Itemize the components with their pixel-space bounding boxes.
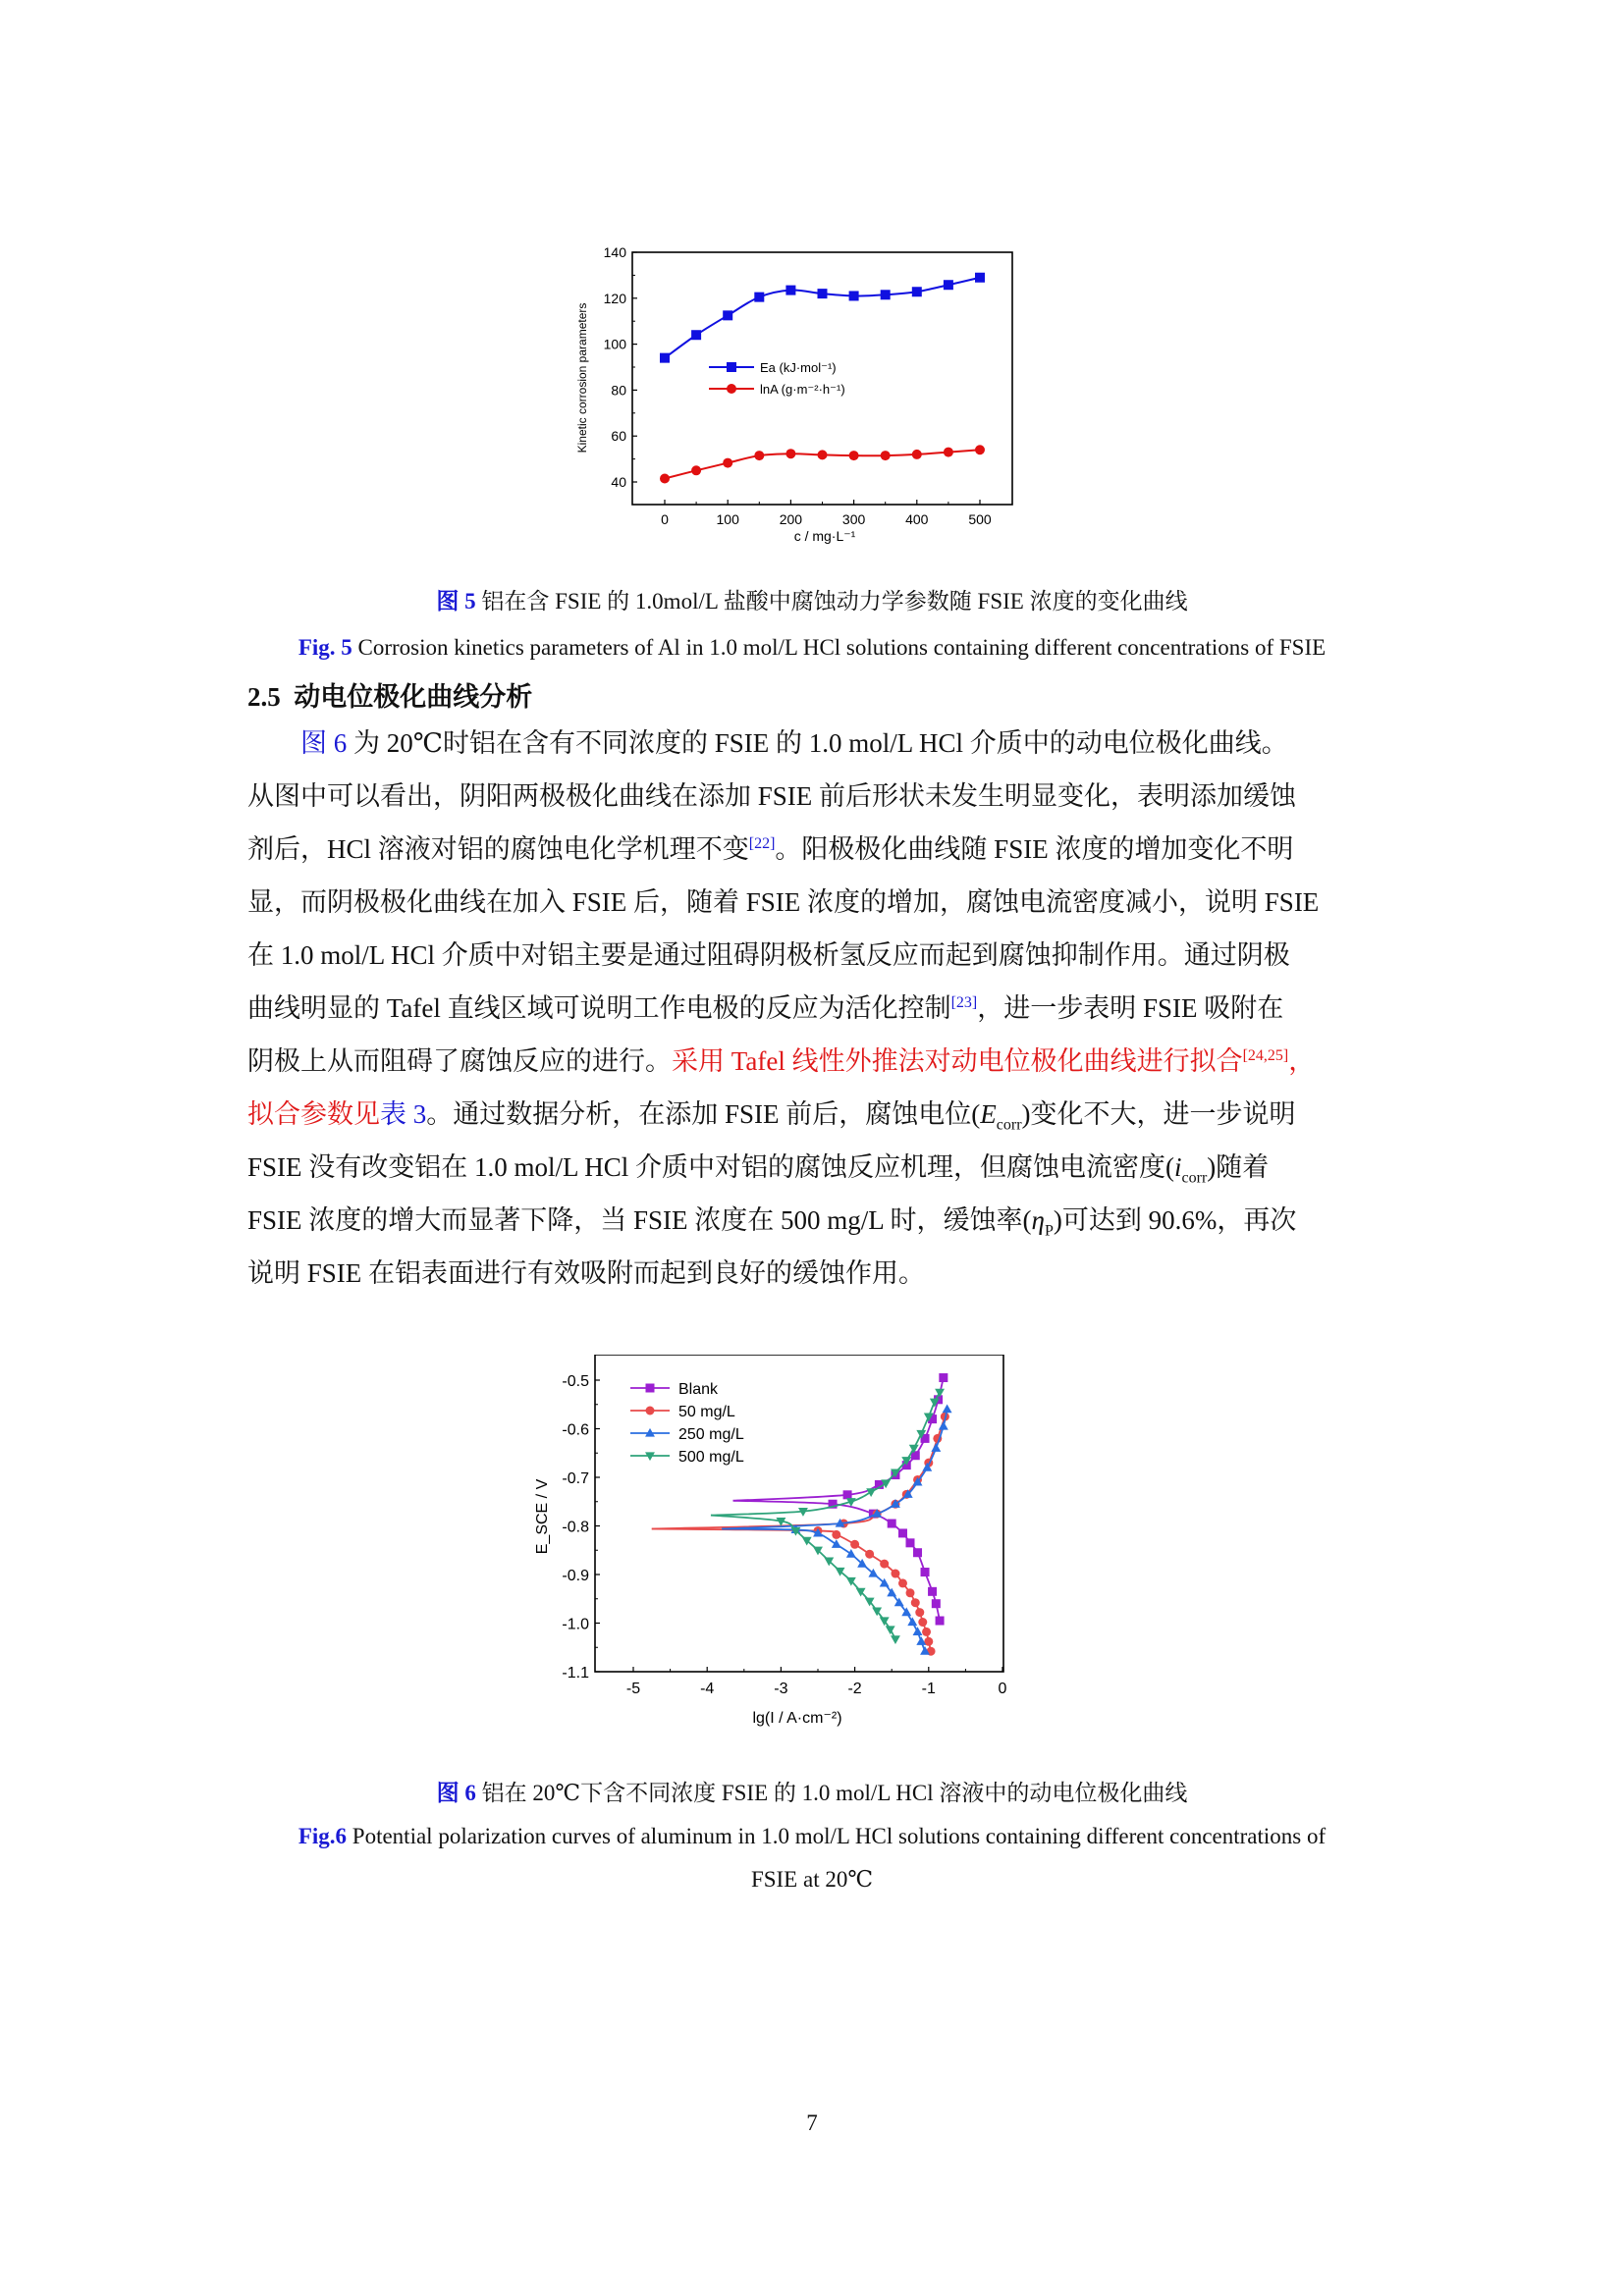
data-point (818, 450, 828, 459)
data-point (975, 445, 985, 454)
text-run: 剂后，HCl 溶液对铝的腐蚀电化学机理不变 (247, 834, 749, 864)
data-point (928, 1587, 937, 1596)
paragraph-line (247, 823, 1386, 876)
data-point (832, 1530, 840, 1539)
x-tick-label: 500 (968, 511, 992, 527)
figure-5-label-en: Fig. 5 (298, 635, 352, 660)
data-point (906, 1588, 915, 1597)
data-point (944, 448, 953, 457)
text-run: corr (996, 1116, 1022, 1134)
text-run: η (1031, 1205, 1045, 1235)
data-point (660, 353, 670, 363)
paragraph-line (247, 1035, 1386, 1088)
citation[interactable]: [22] (748, 835, 776, 852)
figure-6-label-cn: 图 6 (436, 1781, 476, 1805)
page-number: 7 (806, 2110, 818, 2135)
data-point (939, 1373, 947, 1382)
data-point (943, 1405, 952, 1414)
y-tick-label: 120 (603, 290, 626, 306)
x-tick-label: -4 (700, 1681, 715, 1697)
paragraph-line (247, 876, 1386, 929)
x-tick-label: 300 (841, 511, 866, 527)
figure-5-label-cn: 图 5 (436, 589, 476, 614)
data-point (891, 1635, 900, 1644)
data-point (931, 1443, 941, 1452)
data-point (832, 1539, 841, 1548)
text-run: )可达到 90.6%，再次 (1053, 1205, 1297, 1235)
text-run: 显，而阴极极化曲线在加入 FSIE 后，随着 FSIE 浓度的增加，腐蚀电流密度减小，说明 FSIE (247, 887, 1320, 917)
data-point (915, 1608, 924, 1617)
text-run: 采用 Tafel 线性外推法对动电位极化曲线进行拟合 (672, 1046, 1243, 1076)
data-point (881, 451, 891, 460)
data-point (932, 1599, 941, 1608)
body-paragraph (247, 717, 1386, 1300)
text-run: E (980, 1099, 997, 1129)
data-point (785, 449, 795, 458)
figure-6-chart (520, 1355, 1080, 1747)
data-point (913, 1548, 922, 1557)
text-run: i (1174, 1152, 1182, 1182)
legend-label: lnA (g·m⁻²·h⁻¹) (760, 382, 845, 397)
citation[interactable]: [24,25] (1242, 1047, 1289, 1064)
y-tick-label: 100 (603, 336, 626, 352)
data-point (898, 1528, 907, 1537)
section-number: 2.5 (247, 682, 281, 712)
data-point (785, 286, 795, 295)
paragraph-line (247, 1141, 1386, 1194)
text-run: 为 20℃时铝在含有不同浓度的 FSIE 的 1.0 mol/L HCl 介质中的动电位极化曲线。 (347, 728, 1288, 758)
text-run: )随着 (1207, 1152, 1270, 1182)
data-point (913, 1627, 923, 1635)
data-point (880, 1560, 889, 1569)
polarization-curve-chart (520, 1355, 1080, 1747)
figure-6-caption-en-line2: FSIE at 20℃ (750, 1867, 874, 1892)
data-point (881, 290, 891, 299)
legend-marker (646, 1384, 655, 1393)
text-run: 曲线明显的 Tafel 直线区域可说明工作电极的反应为活化控制 (247, 993, 951, 1023)
section-heading (247, 675, 532, 714)
text-run: FSIE 浓度的增大而显著下降，当 FSIE 浓度在 500 mg/L 时，缓蚀率( (247, 1205, 1032, 1235)
data-point (846, 1549, 856, 1558)
data-point (922, 1628, 931, 1636)
legend-label: Ea (kJ·mol⁻¹) (760, 360, 837, 375)
data-point (849, 291, 859, 300)
x-tick-label: -1 (921, 1681, 936, 1697)
data-point (691, 330, 701, 340)
text-run: 拟合参数见 (247, 1099, 380, 1129)
text-run: 在 1.0 mol/L HCl 介质中对铝主要是通过阻碍阴极析氢反应而起到腐蚀抑制作用。通过阴极 (247, 940, 1290, 970)
figure-6-caption-en-text: Potential polarization curves of aluminum in 1.0 mol/L HCl solutions containing different concentrations of (347, 1824, 1326, 1848)
data-point (754, 451, 764, 460)
figure-5-chart (550, 236, 1041, 560)
text-run: ，进一步表明 FSIE 吸附在 (977, 993, 1284, 1023)
data-point (850, 1540, 859, 1549)
data-point (866, 1488, 876, 1497)
data-point (944, 280, 953, 290)
figure-5-caption-cn-text: 铝在含 FSIE 的 1.0mol/L 盐酸中腐蚀动力学参数随 FSIE 浓度的变化曲线 (475, 589, 1188, 614)
x-tick-label: 100 (716, 511, 739, 527)
figure-5-caption-en-text: Corrosion kinetics parameters of Al in 1.0 mol/L HCl solutions containing different concentrations of FSIE (352, 635, 1326, 660)
data-point (888, 1520, 896, 1528)
data-point (723, 458, 732, 468)
figure-6-label-en: Fig.6 (298, 1824, 348, 1848)
citation[interactable]: [23] (950, 994, 978, 1011)
x-axis-label: c / mg·L⁻¹ (793, 528, 856, 544)
paragraph-line (247, 929, 1386, 982)
x-tick-label: 400 (905, 511, 929, 527)
data-point (818, 289, 828, 298)
data-point (849, 451, 859, 460)
data-point (906, 1538, 915, 1547)
series-lna (660, 382, 985, 483)
legend-label: 50 mg/L (678, 1404, 735, 1420)
data-point (936, 1617, 945, 1626)
legend-label: 500 mg/L (678, 1449, 744, 1466)
text-run: 说明 FSIE 在铝表面进行有效吸附而起到良好的缓蚀作用。 (247, 1258, 926, 1288)
data-point (911, 1598, 920, 1607)
paragraph-line (247, 770, 1386, 823)
data-point (975, 273, 985, 283)
data-point (939, 1421, 948, 1430)
series-ea (660, 273, 985, 375)
y-axis-label: E_SCE / V (534, 1478, 551, 1555)
text-run: corr (1181, 1169, 1208, 1187)
data-point (891, 1570, 899, 1578)
y-axis-label: Kinetic corrosion parameters (575, 302, 589, 454)
y-tick-label: 140 (603, 244, 626, 260)
text-run: )变化不大，进一步说明 (1021, 1099, 1296, 1129)
y-tick-label: -0.6 (562, 1421, 589, 1439)
figure-5-caption-cn (0, 587, 1624, 616)
x-tick-label: 0 (998, 1681, 1007, 1697)
paragraph-line (247, 1194, 1386, 1247)
text-run: FSIE 没有改变铝在 1.0 mol/L HCl 介质中对铝的腐蚀反应机理，但腐蚀电流密度( (247, 1152, 1175, 1182)
data-point (921, 1568, 930, 1576)
paragraph-line (247, 1247, 1386, 1300)
y-tick-label: -0.9 (562, 1568, 589, 1584)
data-point (865, 1550, 874, 1559)
text-run: 从图中可以看出，阴阳两极极化曲线在添加 FSIE 前后形状未发生明显变化，表明添加缓蚀 (247, 781, 1297, 811)
data-point (918, 1618, 927, 1627)
y-tick-label: -0.7 (562, 1470, 589, 1487)
x-tick-label: -3 (774, 1681, 788, 1697)
y-tick-label: 40 (611, 474, 626, 490)
y-tick-label: 80 (611, 382, 626, 399)
x-tick-label: 200 (779, 511, 803, 527)
paragraph-line (247, 1088, 1386, 1141)
data-point (754, 293, 764, 302)
paragraph-line (247, 982, 1386, 1035)
data-point (912, 450, 922, 459)
data-point (691, 465, 701, 475)
x-axis-label: lg(I / A·cm⁻²) (752, 1710, 842, 1727)
section-title: 动电位极化曲线分析 (294, 682, 533, 712)
paragraph-line (247, 717, 1386, 770)
y-tick-label: -1.1 (562, 1665, 589, 1682)
y-tick-label: 60 (611, 428, 626, 445)
data-point (912, 287, 922, 296)
data-point (907, 1617, 917, 1626)
data-point (898, 1578, 907, 1587)
y-tick-label: -0.8 (562, 1519, 589, 1536)
text-run: P (1044, 1222, 1054, 1240)
x-tick-label: -5 (625, 1681, 641, 1697)
data-point (843, 1490, 852, 1499)
legend-marker (727, 384, 736, 394)
y-tick-label: -0.5 (562, 1373, 589, 1390)
text-run: ， (1288, 1046, 1316, 1076)
legend-label: Blank (678, 1381, 719, 1398)
x-tick-label: -2 (847, 1681, 862, 1697)
text-run: 图 6 (300, 728, 348, 758)
text-run: 。阳极极化曲线随 FSIE 浓度的增加变化不明 (775, 834, 1294, 864)
text-run: 阴极上从而阻碍了腐蚀反应的进行。 (247, 1046, 672, 1076)
figure-6-caption-cn (0, 1779, 1624, 1808)
text-run: 表 3 (380, 1099, 427, 1129)
legend-marker (646, 1407, 655, 1415)
y-tick-label: -1.0 (562, 1616, 589, 1633)
text-run: 。通过数据分析，在添加 FSIE 前后，腐蚀电位( (426, 1099, 981, 1129)
data-point (660, 473, 670, 483)
kinetics-line-chart (550, 236, 1041, 560)
x-tick-label: 0 (661, 511, 669, 527)
figure-5-caption-en (0, 633, 1624, 663)
data-point (886, 1626, 895, 1634)
legend-label: 250 mg/L (678, 1426, 744, 1443)
figure-6-caption-en (0, 1822, 1624, 1851)
legend-marker (727, 362, 736, 372)
data-point (723, 310, 732, 320)
figure-6-caption-cn-text: 铝在 20℃下含不同浓度 FSIE 的 1.0 mol/L HCl 溶液中的动电位极化曲线 (475, 1781, 1188, 1805)
